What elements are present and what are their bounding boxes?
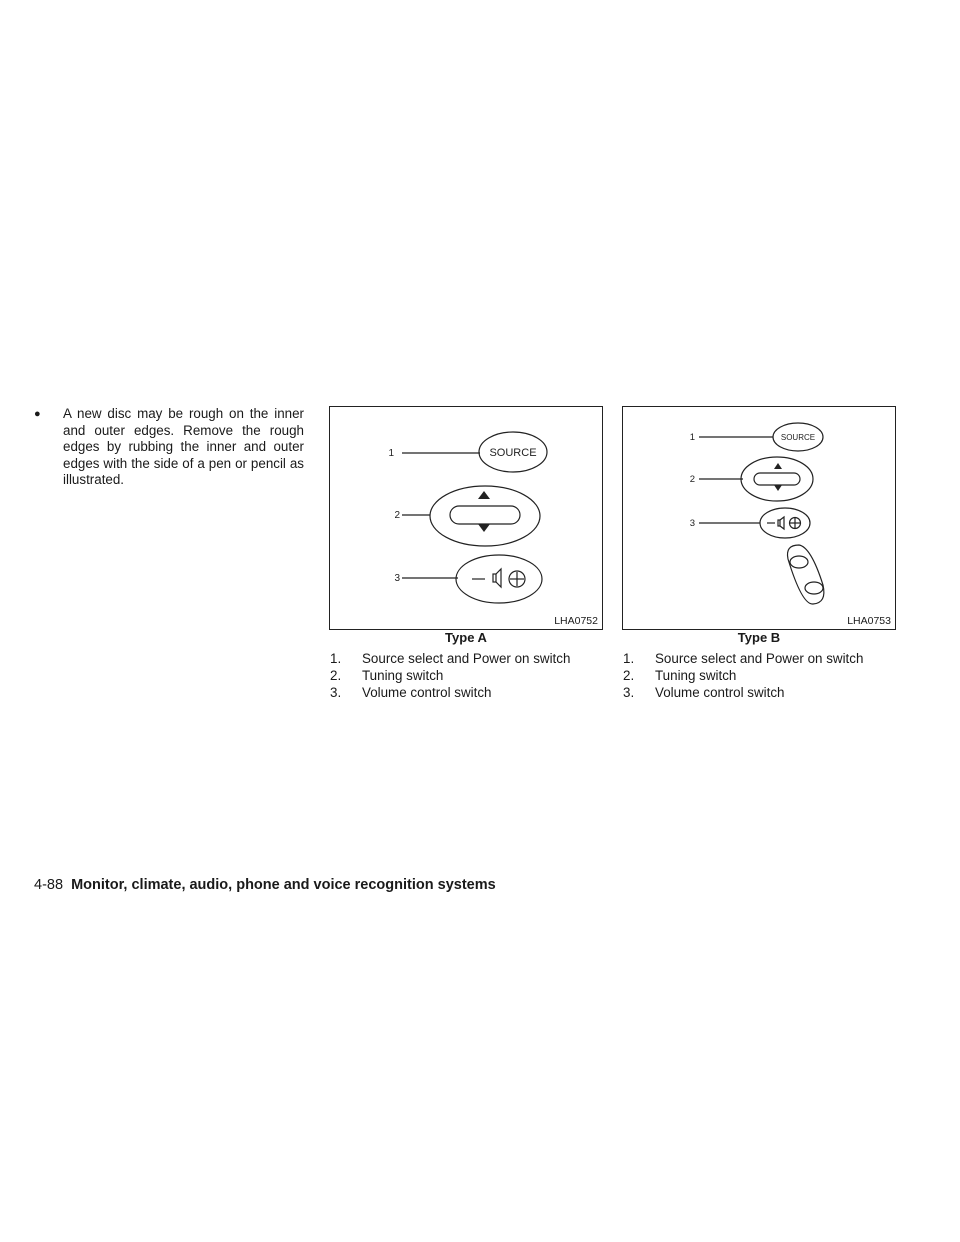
list-item: 1. Source select and Power on switch xyxy=(623,651,864,666)
bullet-text: A new disc may be rough on the inner and outer edges. Remove the rough edges by rubbing the inner and outer edges with the side of a pen or pencil as illustrated. xyxy=(63,406,304,487)
bullet-paragraph xyxy=(34,406,304,489)
legend-list-b xyxy=(623,650,903,701)
callout-1: 1 xyxy=(689,432,695,443)
callout-2: 2 xyxy=(394,510,400,521)
page-footer xyxy=(34,877,496,893)
source-button-label: SOURCE xyxy=(489,447,537,459)
list-item: 3. Volume control switch xyxy=(330,685,492,700)
callout-2: 2 xyxy=(689,474,695,485)
figure-code: LHA0753 xyxy=(847,615,891,627)
page-number: 4-88 xyxy=(34,877,64,893)
steering-switch-illustration-b xyxy=(623,407,895,629)
figure-type-b xyxy=(622,406,896,630)
source-button-label: SOURCE xyxy=(780,433,816,442)
bullet-icon: ● xyxy=(34,408,41,420)
section-title: Monitor, climate, audio, phone and voice recognition systems xyxy=(71,877,496,893)
list-item: 3. Volume control switch xyxy=(623,685,785,700)
figure-caption: Type B xyxy=(737,630,781,645)
list-item: 1. Source select and Power on switch xyxy=(330,651,571,666)
callout-1: 1 xyxy=(388,448,394,459)
steering-switch-illustration-a xyxy=(330,407,602,629)
legend-list-a xyxy=(330,650,610,701)
list-item: 2. Tuning switch xyxy=(623,668,737,683)
callout-3: 3 xyxy=(689,518,695,529)
figure-caption: Type A xyxy=(445,630,487,645)
callout-3: 3 xyxy=(394,573,400,584)
figure-code: LHA0752 xyxy=(554,615,598,627)
figure-type-a xyxy=(329,406,603,630)
list-item: 2. Tuning switch xyxy=(330,668,444,683)
